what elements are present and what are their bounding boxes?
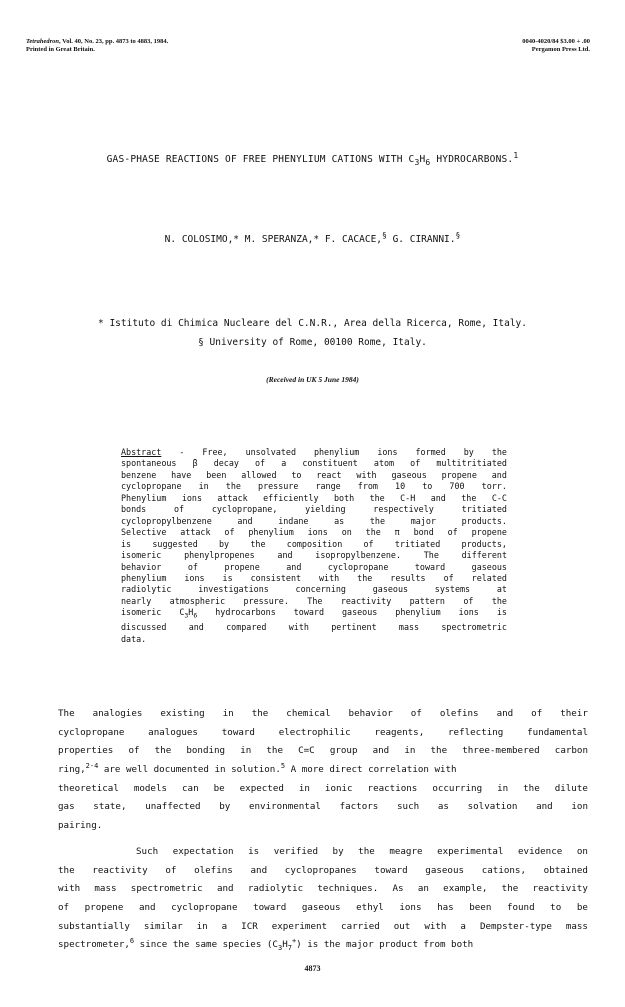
affiliation-university: § University of Rome, 00100 Rome, Italy.: [198, 337, 427, 348]
text-line: the reactivity of olefins and cyclopropanes toward gaseous cations, obtained: [58, 864, 588, 876]
text-line: The analogies existing in the chemical behavior of olefins and of their: [58, 708, 588, 719]
abstract-line: nearly atmospheric pressure. The reactivity pattern of the: [121, 595, 507, 606]
page-number: 4873: [304, 964, 321, 973]
abstract: [121, 447, 507, 645]
abstract-line: discussed and compared with pertinent mass spectrometric: [121, 622, 507, 633]
printed-location: Printed in Great Britain.: [26, 46, 95, 53]
text-line: theoretical models can be expected in ionic reactions occurring in the dilute: [58, 782, 588, 794]
text-line: spectrometer,$^6$ since the same species $(C_3H_7^+)$ is the major product from both: [58, 937, 474, 953]
publisher-info: [522, 38, 590, 54]
body-paragraph-2: [58, 843, 588, 955]
publisher-name: Pergamon Press Ltd.: [531, 46, 590, 53]
abstract-line: phenylium ions is consistent with the results of related: [121, 572, 507, 583]
text-line: gas state, unaffected by environmental factors such as solvation and ion: [58, 801, 588, 813]
abstract-line: Phenylium ions attack efficiently both the C-H and the C-C: [121, 492, 507, 503]
affiliation-cnr: * Istituto di Chimica Nucleare del C.N.R., Area della Ricerca, Rome, Italy.: [98, 318, 527, 329]
text-line: of propene and cyclopropane toward gaseous ethyl ions has been found to be: [58, 902, 588, 914]
citation-details: , Vol. 40, No. 23, pp. 4873 to 4883, 1984.: [59, 38, 169, 45]
abstract-line: isomeric $C_3H_6$ hydrocarbons toward gaseous phenylium ions is: [121, 607, 507, 621]
abstract-line: spontaneous β decay of a constituent atom of multitritiated: [121, 458, 507, 469]
abstract-line: Selective attack of phenylium ions on the π bond of propene: [121, 527, 507, 538]
price-code: 0040-4020/84 $3.00 + .00: [522, 38, 590, 45]
abstract-line: Abstract - Free, unsolvated phenylium ions formed by the: [121, 447, 507, 457]
text-line: properties of the bonding in the C=C group and in the three-membered carbon: [58, 745, 588, 757]
abstract-heading: Abstract: [121, 447, 162, 457]
abstract-line: is suggested by the composition of tritiated products,: [121, 538, 507, 549]
abstract-line: benzene have been allowed to react with gaseous propene and: [121, 469, 507, 480]
abstract-line: isomeric phenylpropenes and isopropylbenzene. The different: [121, 550, 507, 561]
abstract-line: cyclopropylbenzene and indane as the major products.: [121, 515, 507, 526]
text-line: Such expectation is verified by the meagre experimental evidence on: [136, 846, 588, 857]
text-line: substantially similar in a ICR experiment carried out with a Dempster-type mass: [58, 920, 588, 932]
text-line: pairing.: [58, 820, 103, 832]
paper-title: GAS-PHASE REACTIONS OF FREE PHENYLIUM CATIONS WITH $C_3H_6$ HYDROCARBONS.$^1$: [106, 151, 519, 168]
abstract-line: radiolytic investigations concerning gaseous systems at: [121, 584, 507, 595]
abstract-line: data.: [121, 633, 147, 644]
text-line: with mass spectrometric and radiolytic techniques. As an example, the reactivity: [58, 883, 588, 895]
abstract-line: bonds of cyclopropane, yielding respectively tritiated: [121, 504, 507, 515]
journal-name: Tetrahedron: [26, 38, 59, 45]
text-line: cyclopropane analogues toward electrophilic reagents, reflecting fundamental: [58, 726, 588, 738]
received-date: (Received in UK 5 June 1984): [266, 375, 359, 384]
abstract-line: behavior of propene and cyclopropane toward gaseous: [121, 561, 507, 572]
body-paragraph-1: [58, 705, 588, 836]
journal-citation: [26, 38, 168, 54]
author-list: N. COLOSIMO,* M. SPERANZA,* F. CACACE,§ G. CIRANNI.§: [164, 231, 461, 246]
abstract-line: cyclopropane in the pressure range from 10 to 700 torr.: [121, 481, 507, 492]
text-line: ring,$^{2-4}$ are well documented in solution.$^5$ A more direct correlation with: [58, 762, 457, 776]
